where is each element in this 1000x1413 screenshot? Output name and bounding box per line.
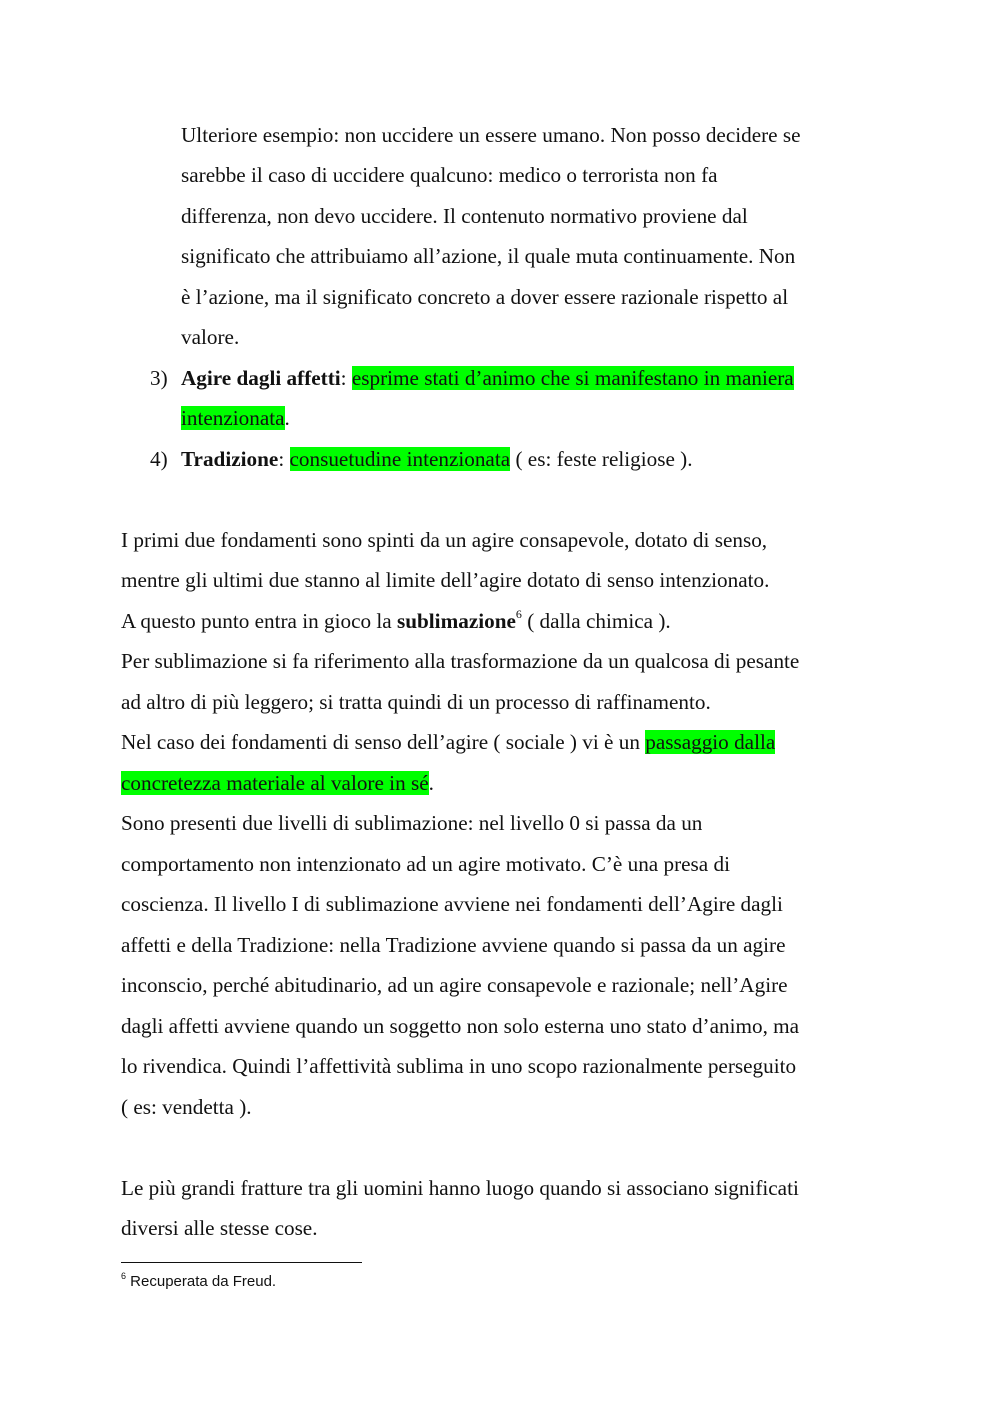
paragraph-line: lo rivendica. Quindi l’affettività sublima in uno scopo razionalmente perseguito: [121, 1054, 797, 1078]
paragraph-line: significato che attribuiamo all’azione, il quale muta continuamente. Non: [181, 244, 796, 268]
list-text: .: [284, 406, 290, 430]
paragraph-line: Le più grandi fratture tra gli uomini hanno luogo quando si associano significati: [121, 1176, 799, 1200]
paragraph-line: [121, 769, 434, 797]
footnote-reference: 6: [515, 606, 522, 621]
highlighted-text: consuetudine intenzionata: [289, 447, 511, 471]
list-colon: :: [340, 366, 347, 390]
list-number: 3): [150, 366, 168, 390]
paragraph-line: [121, 728, 775, 756]
paragraph-line: comportamento non intenzionato ad un agire motivato. C’è una presa di: [121, 852, 730, 876]
paragraph-line: affetti e della Tradizione: nella Tradizione avviene quando si passa da un agire: [121, 933, 786, 957]
text: A questo punto entra in gioco la: [121, 609, 397, 633]
paragraph-line: valore.: [181, 325, 240, 349]
paragraph-line: sarebbe il caso di uccidere qualcuno: medico o terrorista non fa: [181, 163, 718, 187]
list-text: ( es: feste religiose ).: [510, 447, 693, 471]
list-term: Agire dagli affetti: [181, 366, 341, 390]
paragraph-line: Sono presenti due livelli di sublimazione: nel livello 0 si passa da un: [121, 811, 703, 835]
list-item-continuation: [181, 404, 290, 432]
footnote-text: Recuperata da Freud.: [126, 1273, 277, 1290]
footnote-marker: 6: [121, 1271, 127, 1281]
text: .: [428, 771, 434, 795]
paragraph-line: dagli affetti avviene quando un soggetto non solo esterna uno stato d’animo, ma: [121, 1014, 800, 1038]
footnote: [121, 1272, 276, 1292]
list-term: Tradizione: [181, 447, 279, 471]
text: Nel caso dei fondamenti di senso dell’agire ( sociale ) vi è un: [121, 730, 646, 754]
text: ( dalla chimica ).: [521, 609, 671, 633]
list-number: 4): [150, 447, 168, 471]
highlighted-text: esprime stati d’animo che si manifestano in maniera: [351, 366, 794, 390]
paragraph-line: I primi due fondamenti sono spinti da un agire consapevole, dotato di senso,: [121, 528, 768, 552]
highlighted-text: concretezza materiale al valore in sé: [121, 771, 429, 795]
list-colon: :: [278, 447, 285, 471]
paragraph-line: ( es: vendetta ).: [121, 1095, 252, 1119]
paragraph-line: coscienza. Il livello I di sublimazione avviene nei fondamenti dell’Agire dagli: [121, 892, 783, 916]
list-item: [181, 364, 794, 392]
paragraph-line: ad altro di più leggero; si tratta quindi di un processo di raffinamento.: [121, 690, 711, 714]
paragraph-line: mentre gli ultimi due stanno al limite dell’agire dotato di senso intenzionato.: [121, 568, 770, 592]
paragraph-line: [121, 607, 671, 635]
list-item: [181, 445, 693, 473]
paragraph-line: differenza, non devo uccidere. Il contenuto normativo proviene dal: [181, 204, 748, 228]
bold-term: sublimazione: [396, 609, 516, 633]
footnote-divider: [121, 1262, 362, 1263]
paragraph-line: inconscio, perché abitudinario, ad un agire consapevole e razionale; nell’Agire: [121, 973, 788, 997]
paragraph-line: è l’azione, ma il significato concreto a dover essere razionale rispetto al: [181, 285, 789, 309]
paragraph-line: Per sublimazione si fa riferimento alla trasformazione da un qualcosa di pesante: [121, 649, 800, 673]
paragraph-line: diversi alle stesse cose.: [121, 1216, 318, 1240]
paragraph-line: Ulteriore esempio: non uccidere un essere umano. Non posso decidere se: [181, 123, 801, 147]
highlighted-text: intenzionata: [181, 406, 285, 430]
highlighted-text: passaggio dalla: [645, 730, 776, 754]
